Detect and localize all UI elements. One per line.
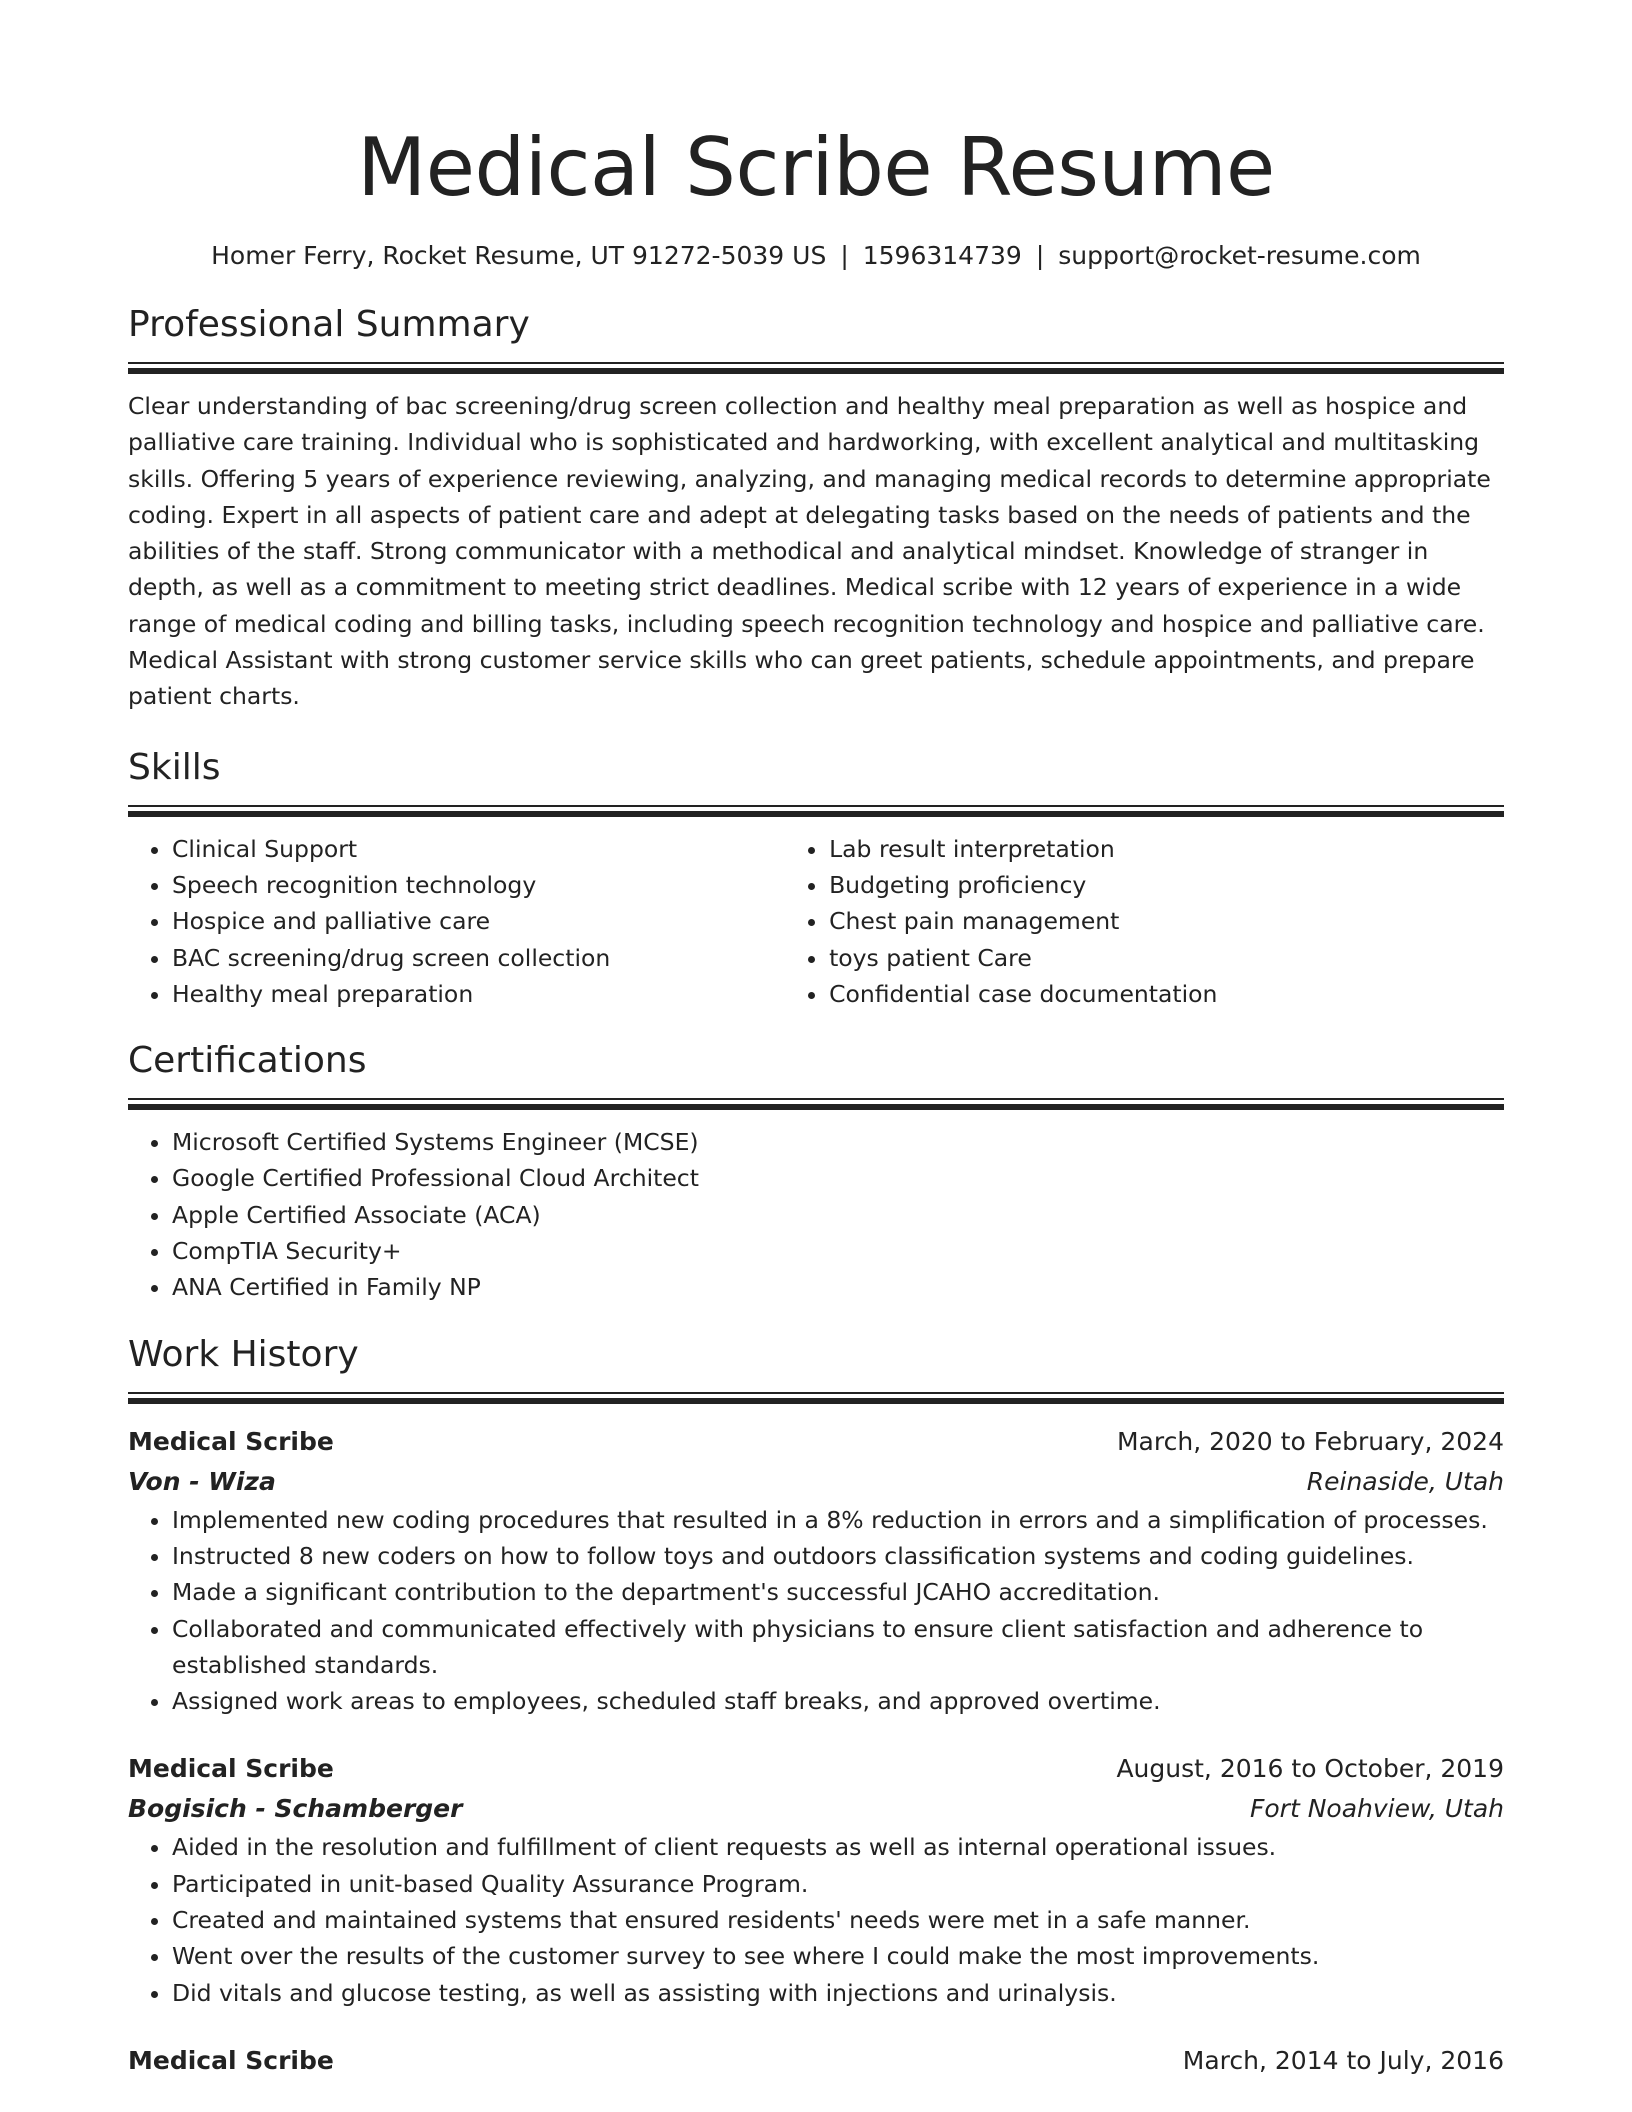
job-subheader [128,1462,1504,1502]
skills-section [128,743,1504,1012]
section-divider [128,805,1504,817]
list-item: • Apple Certified Associate (ACA) [172,1197,1504,1233]
contact-phone: 1596314739 [862,241,1022,270]
list-item: • Instructed 8 new coders on how to follow toys and outdoors classification systems and coding guidelines. [172,1538,1504,1574]
job-title: Medical Scribe [128,1754,334,1784]
certifications-list [128,1124,1504,1305]
section-divider [128,362,1504,374]
job-entry [128,1749,1504,2010]
job-company: Bogisich - Schamberger [128,1794,463,1824]
list-item: • toys patient Care [829,940,1504,976]
page-title: Medical Scribe Resume [357,121,1275,214]
job-duties-list [128,1829,1504,2010]
skills-list-left [128,831,785,1012]
skills-list-right [785,831,1504,1012]
job-entry [128,2041,1504,2081]
job-header [128,2041,1504,2081]
skills-heading: Skills [128,746,221,788]
certifications-section [128,1036,1504,1305]
contact-email: support@rocket-resume.com [1058,241,1421,270]
job-dates: August, 2016 to October, 2019 [1116,1754,1504,1784]
list-item: • BAC screening/drug screen collection [172,940,785,976]
contact-separator: | [1035,241,1045,270]
resume-page [128,0,1504,2081]
list-item: • CompTIA Security+ [172,1233,1504,1269]
list-item: • Collaborated and communicated effectively with physicians to ensure client satisfaction and adherence to established standards. [172,1611,1504,1684]
job-entry [128,1422,1504,1720]
list-item: • Participated in unit-based Quality Assurance Program. [172,1866,1504,1902]
list-item: • Went over the results of the customer survey to see where I could make the most improvements. [172,1938,1504,1974]
contact-line [128,238,1504,274]
job-header [128,1422,1504,1462]
section-divider [128,1392,1504,1404]
list-item: • Aided in the resolution and fulfillment of client requests as well as internal operational issues. [172,1829,1504,1865]
list-item: • Made a significant contribution to the department's successful JCAHO accreditation. [172,1574,1504,1610]
section-divider [128,1098,1504,1110]
list-item: • Implemented new coding procedures that resulted in a 8% reduction in errors and a simplification of processes. [172,1502,1504,1538]
job-company: Von - Wiza [128,1466,276,1496]
work-history-section [128,1330,1504,2081]
contact-separator: | [840,241,849,270]
list-item: • Created and maintained systems that ensured residents' needs were met in a safe manner. [172,1902,1504,1938]
list-item: • Confidential case documentation [829,976,1504,1012]
list-item: • Budgeting proficiency [829,867,1504,903]
job-dates: March, 2014 to July, 2016 [1182,2045,1504,2075]
list-item: • Healthy meal preparation [172,976,785,1012]
summary-section [128,300,1504,715]
job-title: Medical Scribe [128,1426,334,1456]
list-item: • Chest pain management [829,903,1504,939]
summary-heading: Professional Summary [128,304,530,345]
job-location: Fort Noahview, Utah [1250,1794,1504,1824]
job-header [128,1749,1504,1789]
list-item: • Lab result interpretation [829,831,1504,867]
list-item: • Did vitals and glucose testing, as well as assisting with injections and urinalysis. [172,1975,1504,2011]
contact-address: Homer Ferry, Rocket Resume, UT 91272-5039 US [211,241,827,270]
list-item: • Clinical Support [172,831,785,867]
list-item: • Hospice and palliative care [172,903,785,939]
summary-text: Clear understanding of bac screening/drug screen collection and healthy meal preparation as well as hospice and palliative care training. Individual who is sophisticated and hardworking, with excellent analytical and multitasking skills. Offering 5 years of experience reviewing, analyzing, and managing medical records to determine appropriate coding. Expert in all aspects of patient care and adept at delegating tasks based on the needs of patients and the abilities of the staff. Strong communicator with a methodical and analytical mindset. Knowledge of stranger in depth, as well as a commitment to meeting strict deadlines. Medical scribe with 12 years of experience in a wide range of medical coding and billing tasks, including speech recognition technology and hospice and palliative care. Medical Assistant with strong customer service skills who can greet patients, schedule appointments, and prepare patient charts. [128,392,1491,711]
list-item: • Assigned work areas to employees, scheduled staff breaks, and approved overtime. [172,1683,1504,1719]
list-item: • Speech recognition technology [172,867,785,903]
job-title: Medical Scribe [128,2045,334,2075]
list-item: • Google Certified Professional Cloud Architect [172,1160,1504,1196]
certifications-heading: Certifications [128,1040,367,1082]
job-subheader [128,1789,1504,1829]
job-dates: March, 2020 to February, 2024 [1116,1426,1504,1456]
list-item: • ANA Certified in Family NP [172,1269,1504,1305]
list-item: • Microsoft Certified Systems Engineer (MCSE) [172,1124,1504,1160]
job-location: Reinaside, Utah [1306,1466,1504,1496]
skills-columns [128,831,1504,1012]
job-duties-list [128,1502,1504,1720]
work-history-heading: Work History [128,1333,359,1375]
